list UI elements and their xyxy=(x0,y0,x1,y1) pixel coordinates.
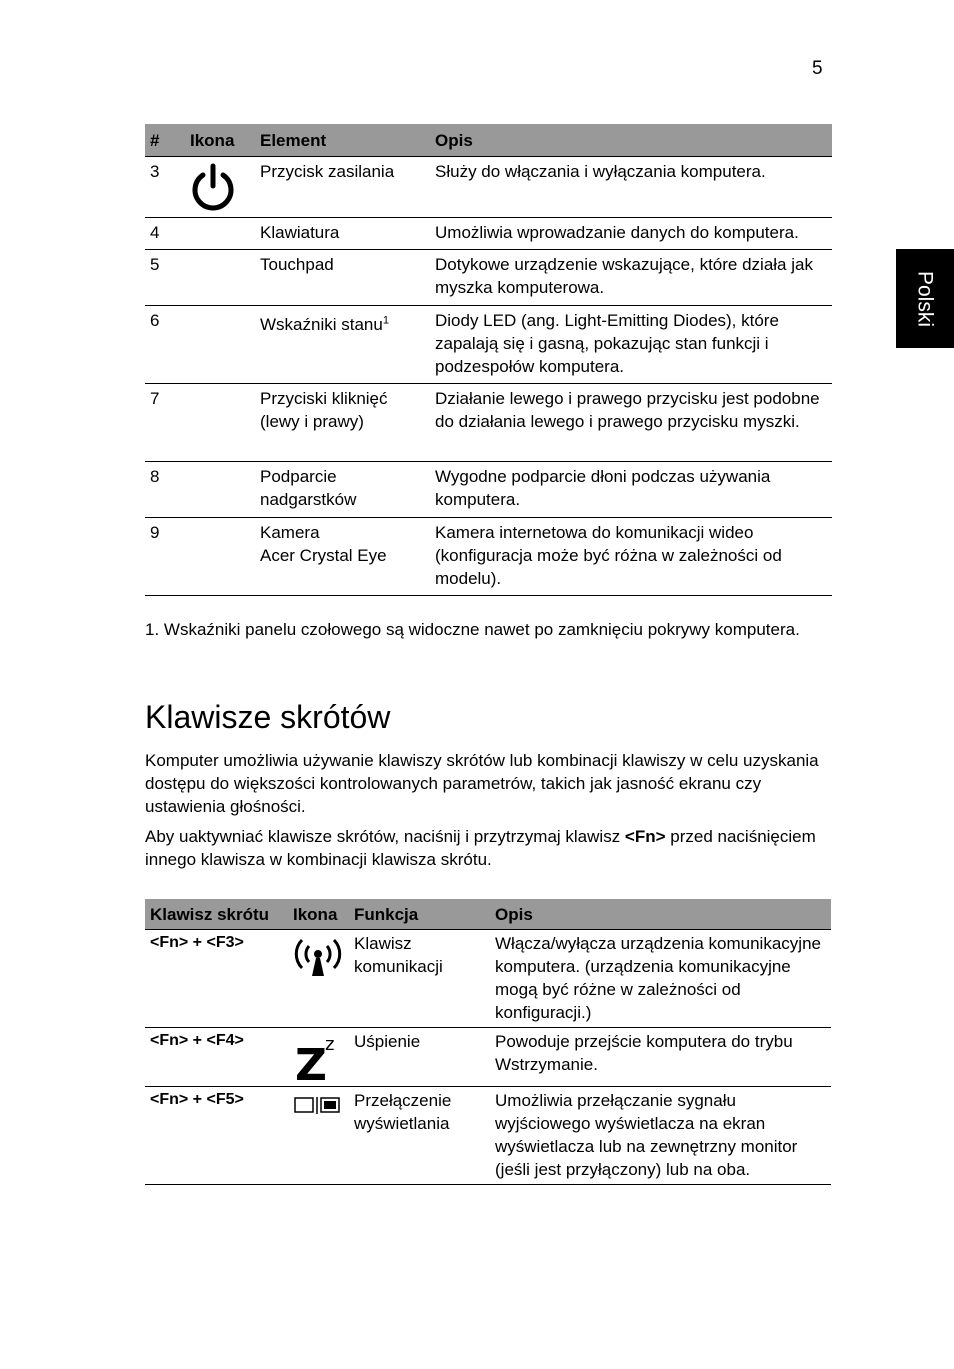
icon-cell xyxy=(185,306,255,384)
element-desc: Działanie lewego i prawego przycisku jest podobne do działania lewego i prawego przycisku myszki. xyxy=(430,384,832,462)
table-row xyxy=(145,1028,831,1087)
element-desc: Wygodne podparcie dłoni podczas używania komputera. xyxy=(430,462,832,518)
element-name-text: Wskaźniki stanu xyxy=(260,315,383,334)
header-icon: Ikona xyxy=(288,899,349,930)
row-num: 7 xyxy=(145,384,185,462)
display-toggle-icon xyxy=(293,1095,343,1117)
hotkeys-table xyxy=(145,899,831,1185)
icon-cell xyxy=(185,518,255,596)
svg-text:z: z xyxy=(325,1034,335,1055)
table-row xyxy=(145,384,832,462)
table-row xyxy=(145,518,832,596)
parts-table-header xyxy=(145,124,832,157)
icon-cell xyxy=(185,157,255,218)
hotkey-desc: Włącza/wyłącza urządzenia komunikacyjne komputera. (urządzenia komunikacyjne mogą być różne w zależności od konfiguracji.) xyxy=(490,930,831,1028)
instruction-text-before: Aby uaktywniać klawisze skrótów, naciśnij i przytrzymaj klawisz xyxy=(145,827,625,846)
hotkey-desc: Powoduje przejście komputera do trybu Wstrzymanie. xyxy=(490,1028,831,1087)
icon-cell xyxy=(288,1028,349,1087)
row-num: 4 xyxy=(145,218,185,250)
wireless-icon xyxy=(293,936,343,980)
sleep-icon xyxy=(293,1032,343,1084)
header-hotkey: Klawisz skrótu xyxy=(145,899,288,930)
hotkey-function: Przełączenie wyświetlania xyxy=(349,1087,490,1185)
table-row xyxy=(145,306,832,384)
header-element: Element xyxy=(255,124,430,157)
table-row xyxy=(145,157,832,218)
element-name: Touchpad xyxy=(255,250,430,306)
icon-cell xyxy=(288,930,349,1028)
header-desc: Opis xyxy=(490,899,831,930)
element-desc: Dotykowe urządzenie wskazujące, które działa jak myszka komputerowa. xyxy=(430,250,832,306)
row-num: 9 xyxy=(145,518,185,596)
svg-text:Z: Z xyxy=(295,1040,327,1084)
icon-cell xyxy=(185,462,255,518)
fn-key-label: <Fn> xyxy=(624,827,666,846)
element-name: Przycisk zasilania xyxy=(255,157,430,218)
header-icon: Ikona xyxy=(185,124,255,157)
element-desc: Diody LED (ang. Light-Emitting Diodes), które zapalają się i gasną, pokazując stan funkcji i podzespołów komputera. xyxy=(430,306,832,384)
power-icon xyxy=(188,162,238,214)
row-num: 8 xyxy=(145,462,185,518)
intro-paragraph: Komputer umożliwia używanie klawiszy skrótów lub kombinacji klawiszy w celu uzyskania dostępu do większości kontrolowanych parametrów, takich jak jasność ekranu czy ustawienia głośności. xyxy=(145,751,819,816)
footnote: 1. Wskaźniki panelu czołowego są widoczne nawet po zamknięciu pokrywy komputera. xyxy=(145,620,800,639)
element-name-line1: Kamera xyxy=(260,523,320,542)
header-function: Funkcja xyxy=(349,899,490,930)
instruction-text-after: przed naciśnięciem innego klawisza w kombinacji klawisza skrótu. xyxy=(145,827,816,869)
instruction-paragraph xyxy=(145,825,835,871)
header-desc: Opis xyxy=(430,124,832,157)
language-tab-label: Polski xyxy=(913,270,937,327)
icon-cell xyxy=(185,250,255,306)
element-desc: Umożliwia wprowadzanie danych do komputera. xyxy=(430,218,832,250)
row-num: 6 xyxy=(145,306,185,384)
table-row xyxy=(145,250,832,306)
row-num: 5 xyxy=(145,250,185,306)
element-name: Przyciski kliknięć (lewy i prawy) xyxy=(255,384,430,462)
element-desc: Kamera internetowa do komunikacji wideo (konfiguracja może być różna w zależności od modelu). xyxy=(430,518,832,596)
element-name: Podparcie nadgarstków xyxy=(255,462,430,518)
element-name xyxy=(255,306,430,384)
element-name xyxy=(255,518,430,596)
element-name-line2: Acer Crystal Eye xyxy=(260,546,387,565)
hotkey-function: Klawisz komunikacji xyxy=(349,930,490,1028)
table-row xyxy=(145,1087,831,1185)
hotkey-combo: <Fn> + <F4> xyxy=(145,1028,288,1087)
hotkey-function: Uśpienie xyxy=(349,1028,490,1087)
hotkey-desc: Umożliwia przełączanie sygnału wyjściowego wyświetlacza na ekran wyświetlacza lub na zewnętrzny monitor (jeśli jest przyłączony) lub na oba. xyxy=(490,1087,831,1185)
icon-cell xyxy=(288,1087,349,1185)
icon-cell xyxy=(185,218,255,250)
hotkeys-table-header xyxy=(145,899,831,930)
page-number: 5 xyxy=(812,58,823,79)
language-tab xyxy=(896,249,954,348)
icon-cell xyxy=(185,384,255,462)
table-row xyxy=(145,218,832,250)
header-num: # xyxy=(145,124,185,157)
element-name: Klawiatura xyxy=(255,218,430,250)
footnote-marker: 1 xyxy=(382,314,389,327)
table-row xyxy=(145,462,832,518)
element-desc: Służy do włączania i wyłączania komputera. xyxy=(430,157,832,218)
hotkey-combo: <Fn> + <F5> xyxy=(145,1087,288,1185)
hotkey-combo: <Fn> + <F3> xyxy=(145,930,288,1028)
parts-table xyxy=(145,124,832,596)
row-num: 3 xyxy=(145,157,185,218)
section-title: Klawisze skrótów xyxy=(145,699,391,735)
table-row xyxy=(145,930,831,1028)
